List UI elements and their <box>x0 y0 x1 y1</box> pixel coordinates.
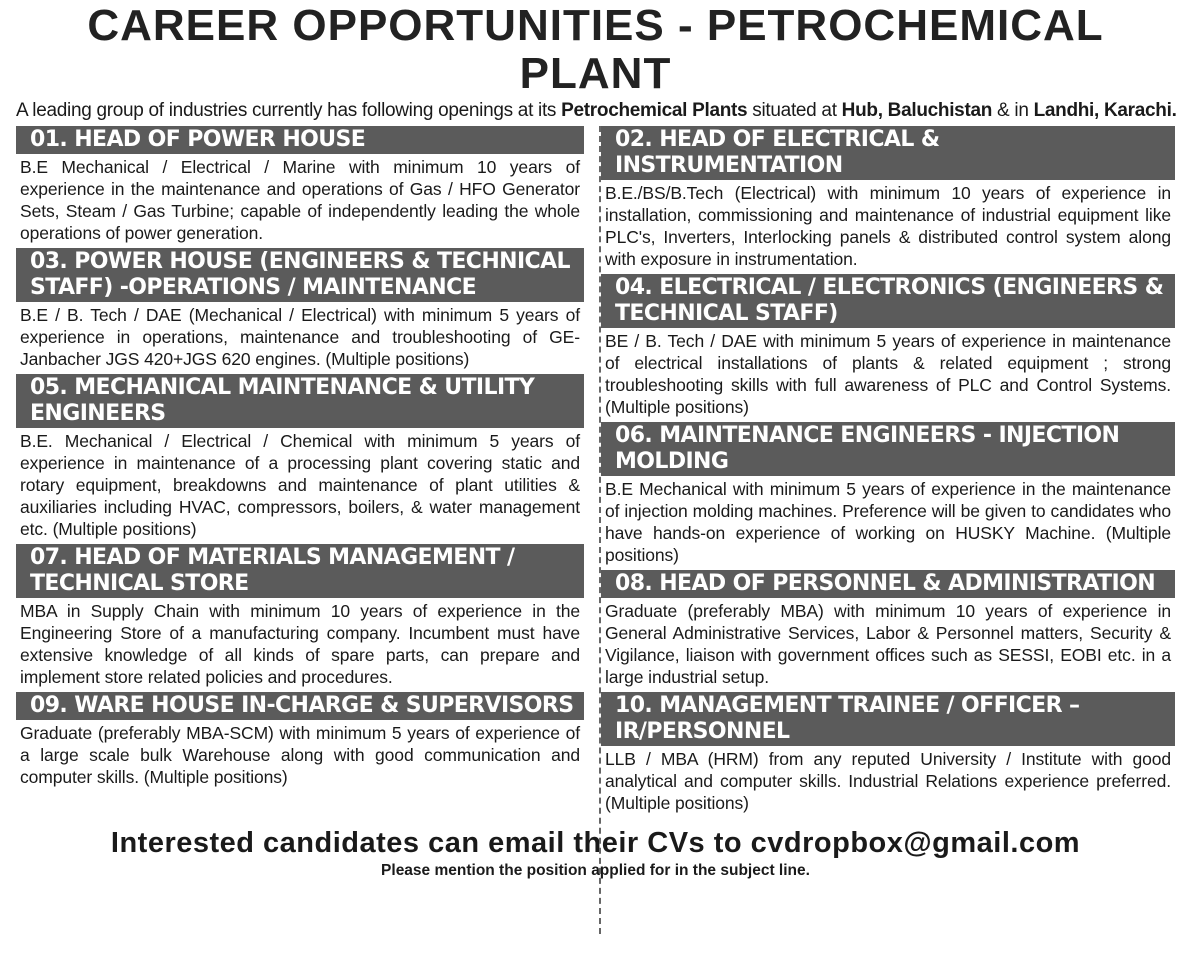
job-04 <box>601 274 1175 420</box>
job-07 <box>16 544 584 690</box>
job-title: 02. HEAD OF ELECTRICAL & INSTRUMENTATION <box>601 126 1175 180</box>
intro-amp: & in <box>992 100 1034 121</box>
job-title: 06. MAINTENANCE ENGINEERS - INJECTION MOLDING <box>601 422 1175 476</box>
apply-call-to-action: Interested candidates can email their CVs to cvdropbox@gmail.com <box>110 827 1081 859</box>
job-02 <box>601 126 1175 272</box>
intro-pre: A leading group of industries currently has following openings at its <box>16 100 562 121</box>
page-title: CAREER OPPORTUNITIES - PETROCHEMICAL PLANT <box>87 1 1104 98</box>
job-description: MBA in Supply Chain with minimum 10 years of experience in the Engineering Store of a manufacturing company. Incumbent must have extensive knowledge of all kinds of spare parts, can prepare and implement store related policies and procedures. <box>20 601 580 687</box>
job-08 <box>601 570 1175 690</box>
job-03 <box>16 248 584 372</box>
right-column <box>601 126 1175 818</box>
intro-hub: Hub, Baluchistan <box>841 100 993 121</box>
intro-mid: situated at <box>747 100 842 121</box>
job-title: 09. WARE HOUSE IN-CHARGE & SUPERVISORS <box>16 692 584 720</box>
intro-text <box>16 100 1175 122</box>
job-09 <box>16 692 584 790</box>
job-title: 01. HEAD OF POWER HOUSE <box>16 126 584 154</box>
job-description: B.E. Mechanical / Electrical / Chemical with minimum 5 years of experience in maintenance of a processing plant covering static and rotary equipment, breakdowns and maintenance of plant utilities & auxiliaries including HVAC, compressors, boilers, & water management etc. (Multiple positions) <box>20 431 580 539</box>
job-title: 05. MECHANICAL MAINTENANCE & UTILITY ENGINEERS <box>16 374 584 428</box>
job-title: 08. HEAD OF PERSONNEL & ADMINISTRATION <box>601 570 1175 598</box>
subject-line-note: Please mention the position applied for in the subject line. <box>381 862 810 879</box>
job-description: B.E / B. Tech / DAE (Mechanical / Electrical) with minimum 5 years of experience in operations, maintenance and troubleshooting of GE-Janbacher JGS 420+JGS 620 engines. (Multiple positions) <box>20 305 580 369</box>
intro-landhi: Landhi, Karachi. <box>1033 100 1177 121</box>
job-description: Graduate (preferably MBA-SCM) with minimum 5 years of experience of a large scale bulk Warehouse along with good communication and computer skills. (Multiple positions) <box>20 723 580 787</box>
job-description: B.E Mechanical with minimum 5 years of experience in the maintenance of injection molding machines. Preference will be given to candidates who have hands-on experience of working on HUSKY Machine. (Multiple positions) <box>605 479 1171 565</box>
job-06 <box>601 422 1175 568</box>
job-description: B.E./BS/B.Tech (Electrical) with minimum 10 years of experience in installation, commissioning and maintenance of industrial equipment like PLC's, Inverters, Interlocking panels & distributed control system along with exposure in instrumentation. <box>605 183 1171 269</box>
job-description: Graduate (preferably MBA) with minimum 10 years of experience in General Administrative Services, Labor & Personnel matters, Security & Vigilance, liaison with government offices such as SESSI, EOBI etc. in a large industrial setup. <box>605 601 1171 687</box>
job-title: 03. POWER HOUSE (ENGINEERS & TECHNICAL STAFF) -OPERATIONS / MAINTENANCE <box>16 248 584 302</box>
job-title: 07. HEAD OF MATERIALS MANAGEMENT / TECHNICAL STORE <box>16 544 584 598</box>
job-01 <box>16 126 584 246</box>
job-description: LLB / MBA (HRM) from any reputed University / Institute with good analytical and computer skills. Industrial Relations experience preferred. (Multiple positions) <box>605 749 1171 813</box>
job-10 <box>601 692 1175 816</box>
intro-plants: Petrochemical Plants <box>561 100 748 121</box>
job-title: 04. ELECTRICAL / ELECTRONICS (ENGINEERS & TECHNICAL STAFF) <box>601 274 1175 328</box>
column-divider <box>599 126 602 934</box>
job-columns <box>16 126 1175 818</box>
job-description: BE / B. Tech / DAE with minimum 5 years of experience in maintenance of electrical installations of plants & related equipment ; strong troubleshooting skills with full awareness of PLC and Control Systems. (Multiple positions) <box>605 331 1171 417</box>
job-05 <box>16 374 584 542</box>
job-title: 10. MANAGEMENT TRAINEE / OFFICER – IR/PERSONNEL <box>601 692 1175 746</box>
job-description: B.E Mechanical / Electrical / Marine with minimum 10 years of experience in the maintenance and operations of Gas / HFO Generator Sets, Steam / Gas Turbine; capable of independently leading the whole operations of power generation. <box>20 157 580 243</box>
left-column <box>16 126 584 818</box>
